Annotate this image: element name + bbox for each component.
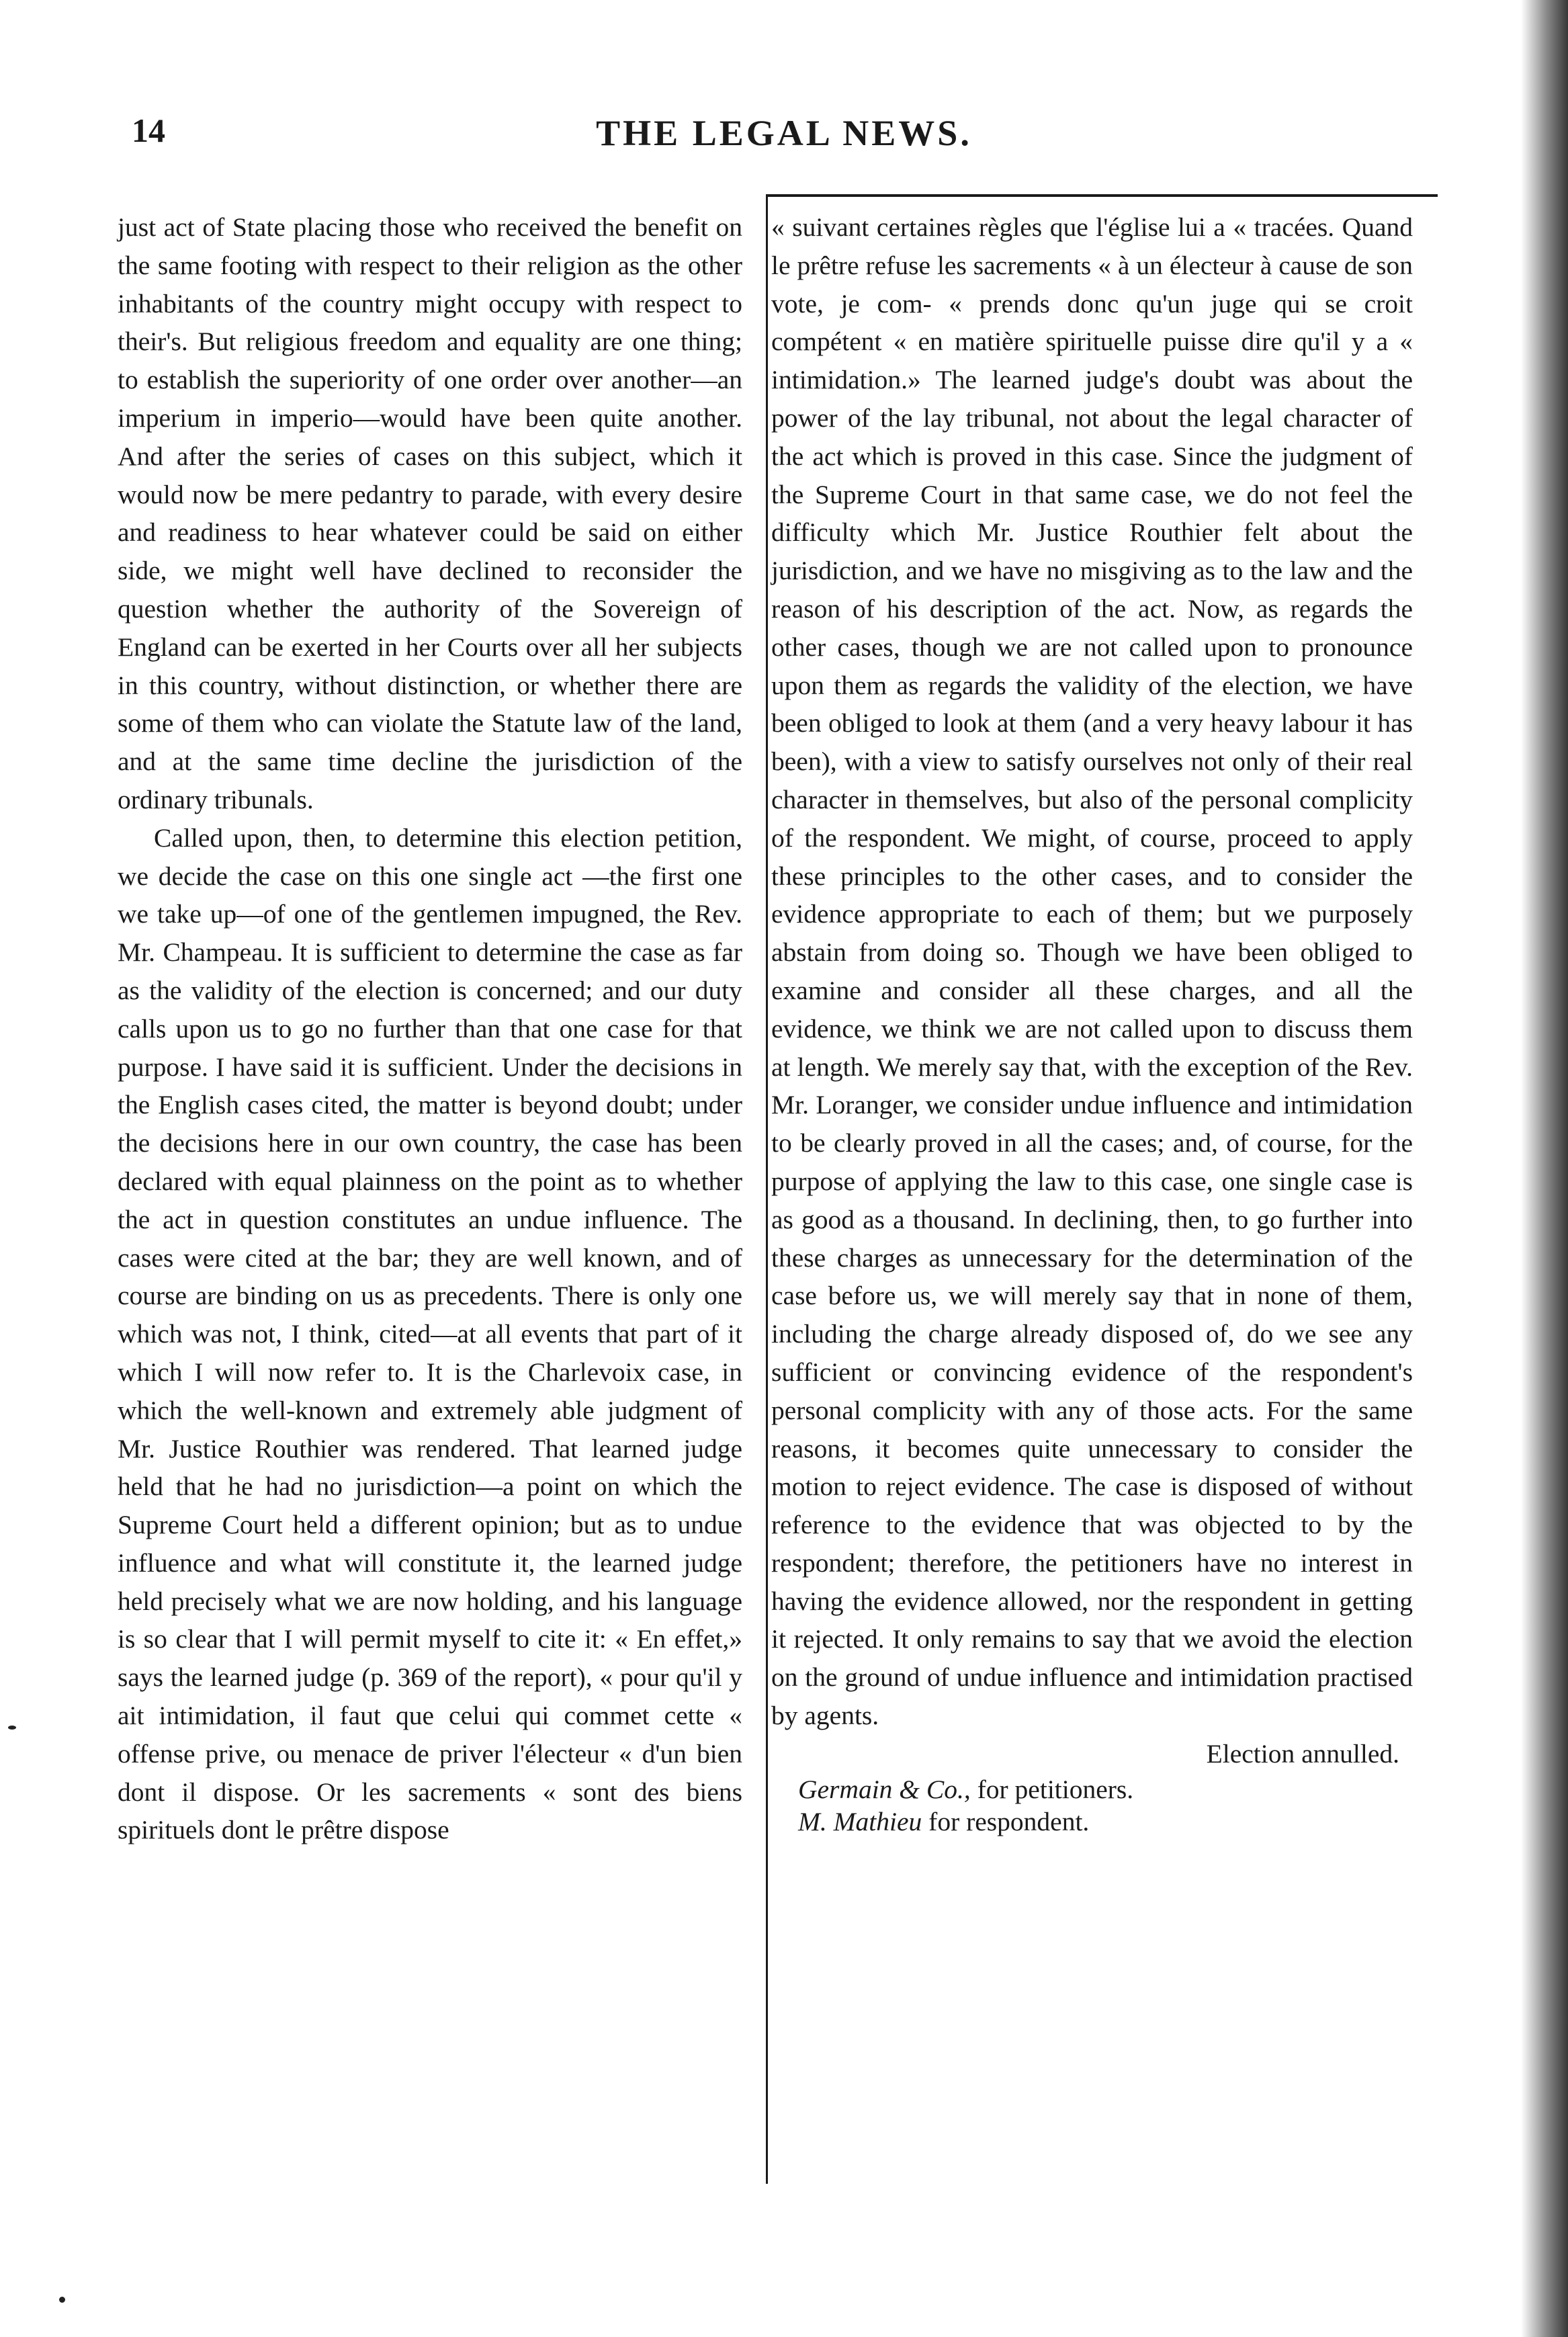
- page-number: 14: [132, 112, 165, 149]
- page-edge-shadow: [1521, 0, 1568, 2337]
- counsel-petitioners-role: for petitioners.: [970, 1774, 1134, 1804]
- header-rule: [766, 194, 1438, 197]
- running-title: THE LEGAL NEWS.: [596, 113, 972, 153]
- counsel-respondent: [771, 1805, 1413, 1838]
- counsel-petitioners-name: Germain & Co.,: [798, 1774, 971, 1804]
- right-paragraph-1: « suivant certaines règles que l'église lui a « tracées. Quand le prêtre refuse les sacrements « à un électeur à cause de son vote, je com- « prends donc qu'un juge qui se croit compétent « en matière spirituelle puisse dire qu'il y a « intimidation.» The learned judge's doubt was about the power of the lay tribunal, not about the legal character of the act which is proved in this case. Since the judgment of the Supreme Court in that same case, we do not feel the difficulty which Mr. Justice Routhier felt about the jurisdiction, and we have no misgiving as to the law and the reason of his description of the act. Now, as regards the other cases, though we are not called upon to pronounce upon them as regards the validity of the election, we have been obliged to look at them (and a very heavy labour it has been), with a view to satisfy ourselves not only of their real character in themselves, but also of the personal complicity of the respondent. We might, of course, proceed to apply these principles to the other cases, and to consider the evidence appropriate to each of them; but we purposely abstain from doing so. Though we have been obliged to examine and consider all these charges, and all the evidence, we think we are not called upon to discuss them at length. We merely say that, with the exception of the Rev. Mr. Loranger, we consider undue influence and intimidation to be clearly proved in all the cases; and, of course, for the purpose of applying the law to this case, one single case is as good as a thousand. In declining, then, to go further into these charges as unnecessary for the determination of the case before us, we will merely say that in none of them, including the charge already disposed of, do we see any sufficient or convincing evidence of the respondent's personal complicity with any of those acts. For the same reasons, it becomes quite unnecessary to consider the motion to reject evidence. The case is disposed of without reference to the evidence that was objected to by the respondent; therefore, the petitioners have no interest in having the evidence allowed, nor the respondent in getting it rejected. It only remains to say that we avoid the election on the ground of undue influence and intimidation practised by agents.: [771, 212, 1413, 1731]
- scan-speck: [8, 1726, 16, 1730]
- counsel-petitioners: [771, 1773, 1413, 1805]
- counsel-respondent-role: for respondent.: [922, 1806, 1090, 1836]
- left-paragraph-2: Called upon, then, to determine this election petition, we decide the case on this one single act —the first one we take up—of one of the gentlemen impugned, the Rev. Mr. Champeau. It is sufficient to determine the case as far as the validity of the election is concerned; and our duty calls upon us to go no further than that one case for that purpose. I have said it is sufficient. Under the decisions in the English cases cited, the matter is beyond doubt; under the decisions here in our own country, the case has been declared with equal plainness on the point as to whether the act in question constitutes an undue influence. The cases were cited at the bar; they are well known, and of course are binding on us as precedents. There is only one which was not, I think, cited—at all events that part of it which I will now refer to. It is the Charlevoix case, in which the well-known and extremely able judgment of Mr. Justice Routhier was rendered. That learned judge held that he had no jurisdiction—a point on which the Supreme Court held a different opinion; but as to undue influence and what will constitute it, the learned judge held precisely what we are now holding, and his language is so clear that I will permit myself to cite it: « En effet,» says the learned judge (p. 369 of the report), « pour qu'il y ait intimidation, il faut que celui qui commet cette « offense prive, ou menace de priver l'électeur « d'un bien dont il dispose. Or les sacrements « sont des biens spirituels dont le prêtre dispose: [118, 822, 742, 1845]
- verdict: Election annulled.: [1206, 1738, 1399, 1769]
- column-divider: [766, 195, 768, 2184]
- left-column: [118, 208, 742, 1849]
- counsel-respondent-name: M. Mathieu: [798, 1806, 922, 1836]
- scan-speck: [59, 2297, 65, 2303]
- left-paragraph-1: just act of State placing those who received the benefit on the same footing with respect to their religion as the other inhabitants of the country might occupy with respect to their's. But religious freedom and equality are one thing; to establish the superiority of one order over another—an imperium in imperio—would have been quite another. And after the series of cases on this subject, which it would now be mere pedantry to parade, with every desire and readiness to hear whatever could be said on either side, we might well have declined to reconsider the question whether the authority of the Sovereign of England can be exerted in her Courts over all her subjects in this country, without distinction, or whether there are some of them who can violate the Statute law of the land, and at the same time decline the jurisdiction of the ordinary tribunals.: [118, 212, 742, 814]
- right-column: [771, 208, 1413, 1838]
